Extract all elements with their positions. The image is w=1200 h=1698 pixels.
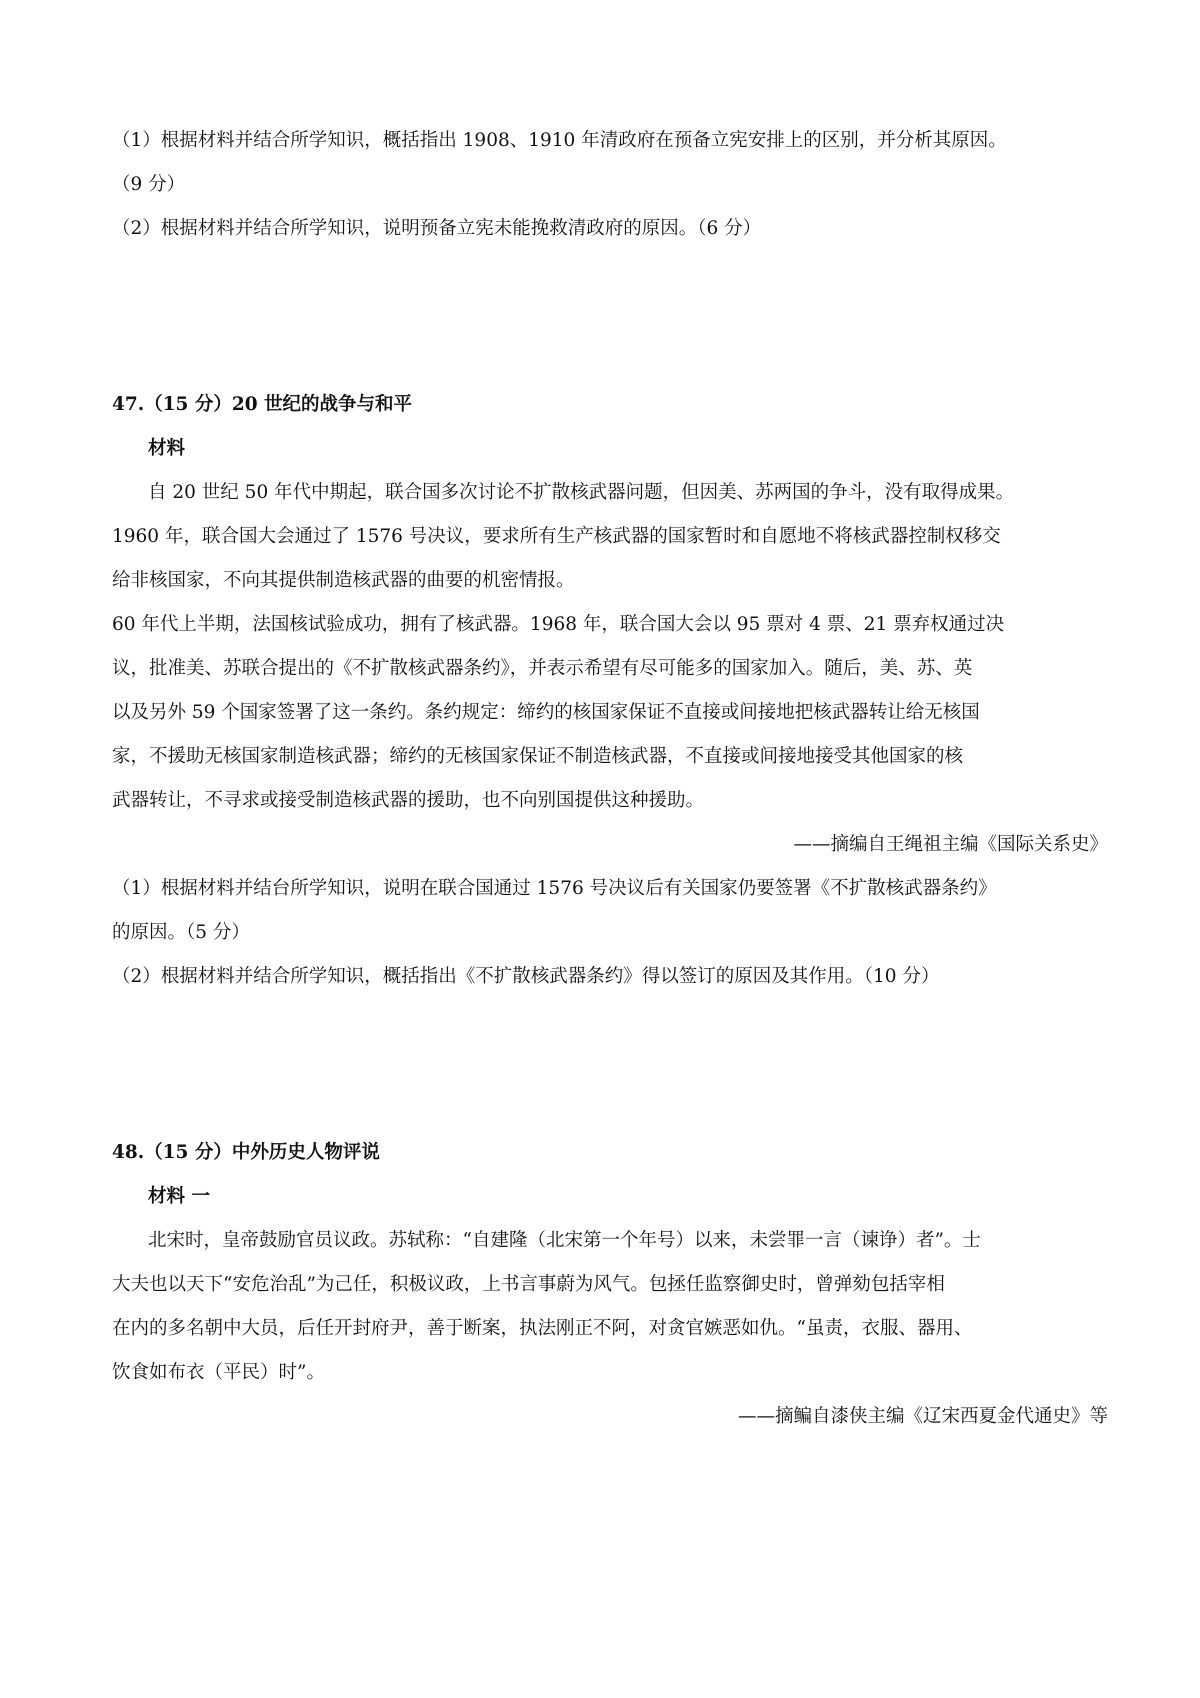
q47-sub2: （2）根据材料并结合所学知识，概括指出《不扩散核武器条约》得以签订的原因及其作用。（10 分） <box>112 966 940 987</box>
q47-sub1-line1: （1）根据材料并结台所学知识，说明在联合国通过 1576 号决议后有关国家仍要签署《不扩散核武器条约》 <box>112 878 997 899</box>
q47-para2-line1: 60 年代上半期，法国核试验成功，拥有了核武器。1968 年，联合国大会以 95 票对 4 票、21 票弃权通过决 <box>112 614 1005 635</box>
q47-para2-line2: 议，批准美、苏联合提出的《不扩散核武器条约》，并表示希望有尽可能多的国家加入。随后，美、苏、英 <box>112 658 973 679</box>
q48-para1-line1: 北宋时，皇帝鼓励官员议政。苏轼称：“自建隆（北宋第一个年号）以来，未尝罪一言（谏诤）者”。士 <box>148 1230 981 1251</box>
q47-para1-line3: 给非核国家，不向其提供制造核武器的曲要的机密情报。 <box>112 570 575 591</box>
q48-para1-line3: 在内的多名朝中大员，后任开封府尹，善于断案，执法刚正不阿，对贪官嫉恶如仇。“虽责，衣服、器用、 <box>112 1318 973 1339</box>
q47-para2-line4: 家，不援助无核国家制造核武器；缔约的无核国家保证不制造核武器，不直接或间接地接受其他国家的核 <box>112 746 964 767</box>
q48-source: ——摘鳊自漆侠主编《辽宋西夏金代通史》等 <box>737 1406 1108 1427</box>
q48-title: 48.（15 分）中外历史人物评说 <box>112 1142 380 1163</box>
q47-para1-line1: 自 20 世纪 50 年代中期起，联合国多次讨论不扩散核武器问题，但因美、苏两国的争斗，没有取得成果。 <box>148 482 1015 503</box>
q48-para1-line4: 饮食如布衣（平民）时”。 <box>112 1362 325 1383</box>
q47-sub1-line2: 的原因。（5 分） <box>112 922 250 943</box>
q47-para1-line2: 1960 年，联合国大会通过了 1576 号决议，要求所有生产核武器的国家暂时和自愿地不将核武器控制权移交 <box>112 526 1001 547</box>
q48-material-label: 材料 一 <box>148 1186 210 1207</box>
q47-source: ——摘编自王绳祖主编《国际关系史》 <box>793 834 1108 855</box>
q46-sub1-line2: （9 分） <box>112 174 186 195</box>
q47-para2-line5: 武器转让，不寻求或接受制造核武器的援助，也不向别国提供这种援助。 <box>112 790 705 811</box>
q47-material-label: 材料 <box>148 438 186 459</box>
q47-para2-line3: 以及另外 59 个国家签署了这一条约。条约规定：缔约的核国家保证不直接或间接地把核武器转让给无核国 <box>112 702 980 723</box>
q47-title: 47.（15 分）20 世纪的战争与和平 <box>112 394 413 415</box>
q46-sub1-line1: （1）根据材料并结合所学知识，概括指出 1908、1910 年清政府在预备立宪安排上的区别，并分析其原因。 <box>112 130 1007 151</box>
q46-sub2: （2）根据材料并结合所学知识，说明预备立宪未能挽救清政府的原因。（6 分） <box>112 218 762 239</box>
q48-para1-line2: 大夫也以天下“安危治乱”为己任，积极议政，上书言事蔚为风气。包拯任监察御史时，曾弹劾包括宰相 <box>112 1274 945 1295</box>
